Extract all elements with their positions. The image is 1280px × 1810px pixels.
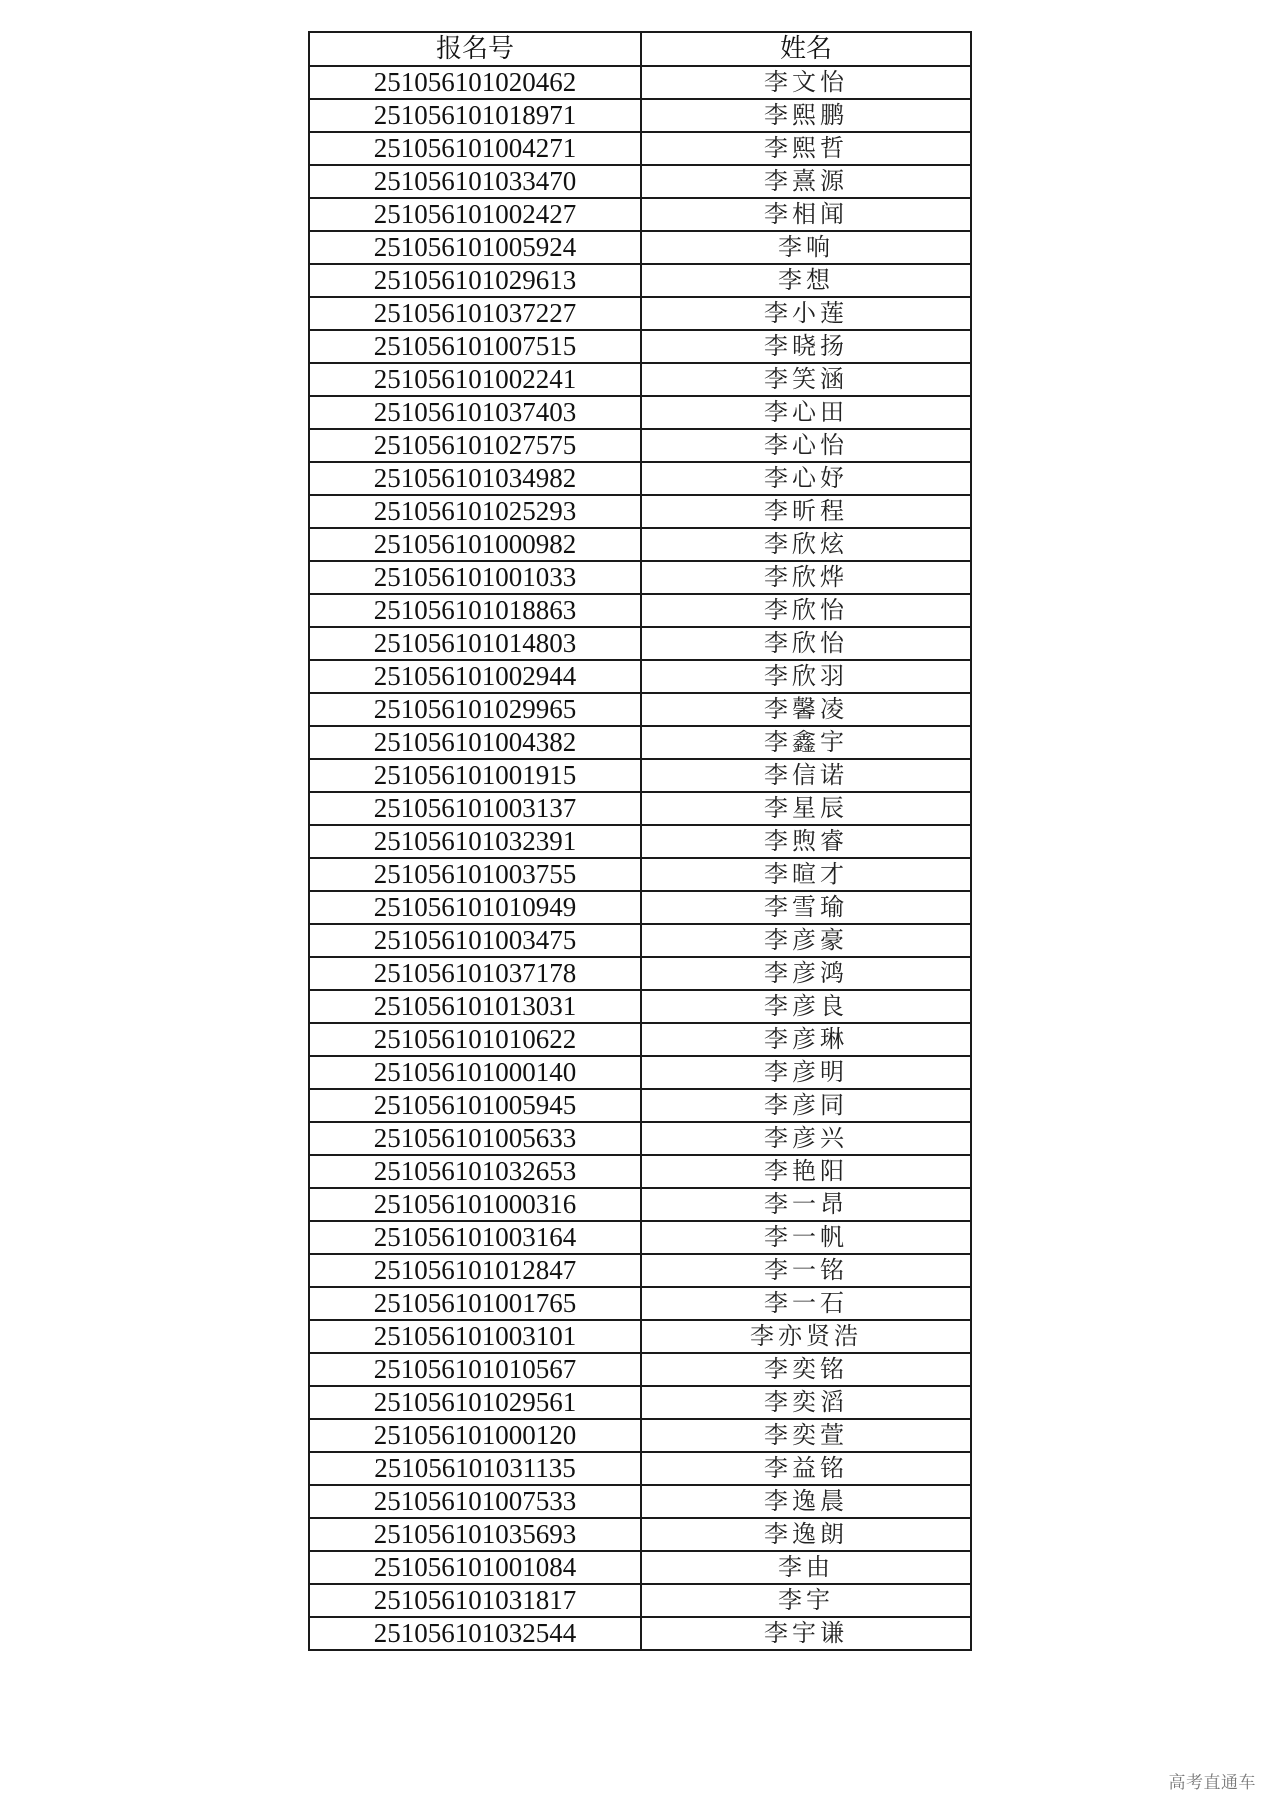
name-cell: 李一铭 [641,1254,971,1287]
name-cell: 李一昂 [641,1188,971,1221]
table-row [309,858,971,891]
name-cell: 李欣怡 [641,594,971,627]
registration-number-cell: 251056101031135 [309,1452,641,1485]
name-cell: 李欣羽 [641,660,971,693]
table-row [309,429,971,462]
table-row [309,297,971,330]
registration-number-cell: 251056101013031 [309,990,641,1023]
registration-number-cell: 251056101010567 [309,1353,641,1386]
name-cell: 李暄才 [641,858,971,891]
name-cell: 李想 [641,264,971,297]
registration-number-cell: 251056101018863 [309,594,641,627]
table-row [309,1353,971,1386]
table-row [309,924,971,957]
table-body [309,66,971,1650]
name-cell: 李奕滔 [641,1386,971,1419]
name-cell: 李彦豪 [641,924,971,957]
registration-table [308,31,972,1651]
name-cell: 李彦琳 [641,1023,971,1056]
table-row [309,1584,971,1617]
name-cell: 李艳阳 [641,1155,971,1188]
table-row [309,66,971,99]
registration-number-cell: 251056101000120 [309,1419,641,1452]
table-row [309,1155,971,1188]
table-header-row [309,32,971,66]
table-row [309,396,971,429]
registration-number-cell: 251056101033470 [309,165,641,198]
registration-number-cell: 251056101032544 [309,1617,641,1650]
registration-number-cell: 251056101003164 [309,1221,641,1254]
name-cell: 李昕程 [641,495,971,528]
name-cell: 李欣烨 [641,561,971,594]
name-cell: 李彦同 [641,1089,971,1122]
table-row [309,759,971,792]
table-row [309,1386,971,1419]
table-row [309,1617,971,1650]
table-row [309,726,971,759]
name-cell: 李由 [641,1551,971,1584]
table-row [309,1254,971,1287]
registration-number-cell: 251056101001765 [309,1287,641,1320]
table-row [309,1122,971,1155]
registration-number-cell: 251056101004271 [309,132,641,165]
registration-number-cell: 251056101010949 [309,891,641,924]
registration-number-cell: 251056101003101 [309,1320,641,1353]
registration-number-cell: 251056101007533 [309,1485,641,1518]
table-row [309,462,971,495]
table-row [309,990,971,1023]
name-cell: 李响 [641,231,971,264]
table-row [309,1551,971,1584]
name-cell: 李心怡 [641,429,971,462]
table-row [309,1287,971,1320]
table-row [309,825,971,858]
registration-number-cell: 251056101002944 [309,660,641,693]
table-row [309,627,971,660]
table-row [309,594,971,627]
name-cell: 李文怡 [641,66,971,99]
watermark-text: 高考直通车 [1168,1773,1256,1793]
registration-number-cell: 251056101031817 [309,1584,641,1617]
registration-number-cell: 251056101012847 [309,1254,641,1287]
registration-number-cell: 251056101003475 [309,924,641,957]
name-cell: 李熙哲 [641,132,971,165]
name-cell: 李心田 [641,396,971,429]
registration-number-cell: 251056101010622 [309,1023,641,1056]
name-cell: 李欣怡 [641,627,971,660]
name-cell: 李一帆 [641,1221,971,1254]
registration-number-cell: 251056101002241 [309,363,641,396]
name-cell: 李星辰 [641,792,971,825]
registration-number-cell: 251056101001033 [309,561,641,594]
name-cell: 李信诺 [641,759,971,792]
table-row [309,528,971,561]
table-row [309,363,971,396]
registration-number-cell: 251056101032391 [309,825,641,858]
table-row [309,1056,971,1089]
table-row [309,1452,971,1485]
column-header-name: 姓名 [641,32,971,66]
registration-number-cell: 251056101037227 [309,297,641,330]
name-cell: 李馨凌 [641,693,971,726]
table-row [309,1320,971,1353]
name-cell: 李笑涵 [641,363,971,396]
registration-number-cell: 251056101025293 [309,495,641,528]
name-cell: 李心妤 [641,462,971,495]
name-cell: 李亦贤浩 [641,1320,971,1353]
name-cell: 李一石 [641,1287,971,1320]
name-cell: 李彦良 [641,990,971,1023]
table-row [309,1023,971,1056]
registration-number-cell: 251056101000316 [309,1188,641,1221]
table-row [309,1419,971,1452]
name-cell: 李彦鸿 [641,957,971,990]
name-cell: 李欣炫 [641,528,971,561]
table-row [309,132,971,165]
name-cell: 李益铭 [641,1452,971,1485]
table-row [309,231,971,264]
registration-number-cell: 251056101029613 [309,264,641,297]
name-cell: 李奕萱 [641,1419,971,1452]
registration-number-cell: 251056101002427 [309,198,641,231]
name-cell: 李鑫宇 [641,726,971,759]
table-row [309,330,971,363]
name-cell: 李宇 [641,1584,971,1617]
registration-number-cell: 251056101020462 [309,66,641,99]
name-cell: 李奕铭 [641,1353,971,1386]
name-cell: 李逸晨 [641,1485,971,1518]
table-row [309,99,971,132]
registration-number-cell: 251056101029561 [309,1386,641,1419]
name-cell: 李宇谦 [641,1617,971,1650]
registration-number-cell: 251056101001915 [309,759,641,792]
registration-number-cell: 251056101035693 [309,1518,641,1551]
registration-number-cell: 251056101029965 [309,693,641,726]
registration-number-cell: 251056101032653 [309,1155,641,1188]
registration-number-cell: 251056101018971 [309,99,641,132]
table-row [309,165,971,198]
table-row [309,1188,971,1221]
registration-number-cell: 251056101003755 [309,858,641,891]
registration-number-cell: 251056101005945 [309,1089,641,1122]
name-cell: 李煦睿 [641,825,971,858]
registration-number-cell: 251056101014803 [309,627,641,660]
name-cell: 李晓扬 [641,330,971,363]
name-cell: 李雪瑜 [641,891,971,924]
table-row [309,495,971,528]
table-row [309,1221,971,1254]
registration-number-cell: 251056101004382 [309,726,641,759]
registration-number-cell: 251056101003137 [309,792,641,825]
registration-number-cell: 251056101027575 [309,429,641,462]
name-cell: 李相闻 [641,198,971,231]
name-cell: 李逸朗 [641,1518,971,1551]
table-row [309,1485,971,1518]
table-row [309,1089,971,1122]
table-row [309,561,971,594]
registration-number-cell: 251056101005924 [309,231,641,264]
name-cell: 李小莲 [641,297,971,330]
registration-number-cell: 251056101034982 [309,462,641,495]
name-cell: 李彦明 [641,1056,971,1089]
table-row [309,264,971,297]
name-cell: 李彦兴 [641,1122,971,1155]
table-row [309,660,971,693]
table-row [309,957,971,990]
registration-number-cell: 251056101001084 [309,1551,641,1584]
registration-number-cell: 251056101007515 [309,330,641,363]
registration-number-cell: 251056101037403 [309,396,641,429]
table-row [309,792,971,825]
registration-number-cell: 251056101000982 [309,528,641,561]
registration-number-cell: 251056101000140 [309,1056,641,1089]
registration-number-cell: 251056101005633 [309,1122,641,1155]
table-row [309,891,971,924]
registration-number-cell: 251056101037178 [309,957,641,990]
table-row [309,198,971,231]
table-row [309,693,971,726]
name-cell: 李熙鹏 [641,99,971,132]
name-cell: 李熹源 [641,165,971,198]
table-row [309,1518,971,1551]
column-header-registration-number: 报名号 [309,32,641,66]
